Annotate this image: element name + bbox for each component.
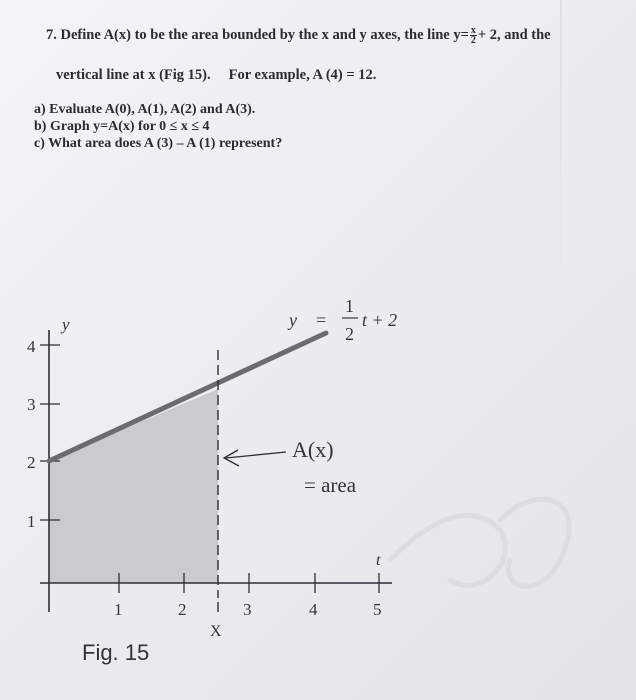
problem-example: For example, A (4) = 12.	[228, 67, 377, 83]
part-c: c) What area does A (3) – A (1) represent?	[34, 136, 283, 151]
t-tick-label-4: 4	[309, 600, 318, 619]
equation-rhs: t + 2	[362, 310, 398, 330]
t-axis-label: t	[376, 552, 381, 569]
problem-title-prefix: 7. Define A(x) to be the area bounded by the x and y axes, the line y=	[46, 26, 469, 43]
equation-lhs: y	[289, 310, 297, 330]
x-marker-label: X	[210, 623, 222, 640]
t-tick-label-2: 2	[178, 600, 187, 619]
y-tick-label-3: 3	[27, 395, 36, 414]
y-tick-label-4: 4	[27, 337, 36, 356]
t-tick-label-1: 1	[114, 600, 123, 619]
equation-frac-num: 1	[345, 296, 354, 316]
equation-equals: =	[316, 310, 327, 330]
area-label: A(x)	[292, 437, 334, 462]
area-arrow-shaft	[226, 452, 286, 458]
background-handwriting-scribble	[390, 499, 569, 586]
part-b: b) Graph y=A(x) for 0 ≤ x ≤ 4	[34, 119, 210, 134]
shaded-area-region	[49, 389, 218, 583]
figure-caption: Fig. 15	[82, 640, 150, 665]
y-tick-label-1: 1	[27, 512, 36, 531]
equation-frac-den: 2	[345, 324, 354, 344]
t-tick-label-3: 3	[243, 600, 252, 619]
problem-line2-part-a: vertical line at x (Fig 15).	[56, 67, 211, 83]
t-tick-label-5: 5	[373, 600, 382, 619]
area-label-equals-area: = area	[304, 473, 357, 497]
fraction-denominator: 2	[470, 35, 476, 46]
y-axis-label: y	[62, 315, 70, 334]
fraction-numerator: x	[470, 25, 476, 36]
problem-title-suffix: + 2, and the	[477, 26, 551, 43]
y-tick-label-2: 2	[27, 453, 36, 472]
part-a: a) Evaluate A(0), A(1), A(2) and A(3).	[34, 102, 256, 117]
